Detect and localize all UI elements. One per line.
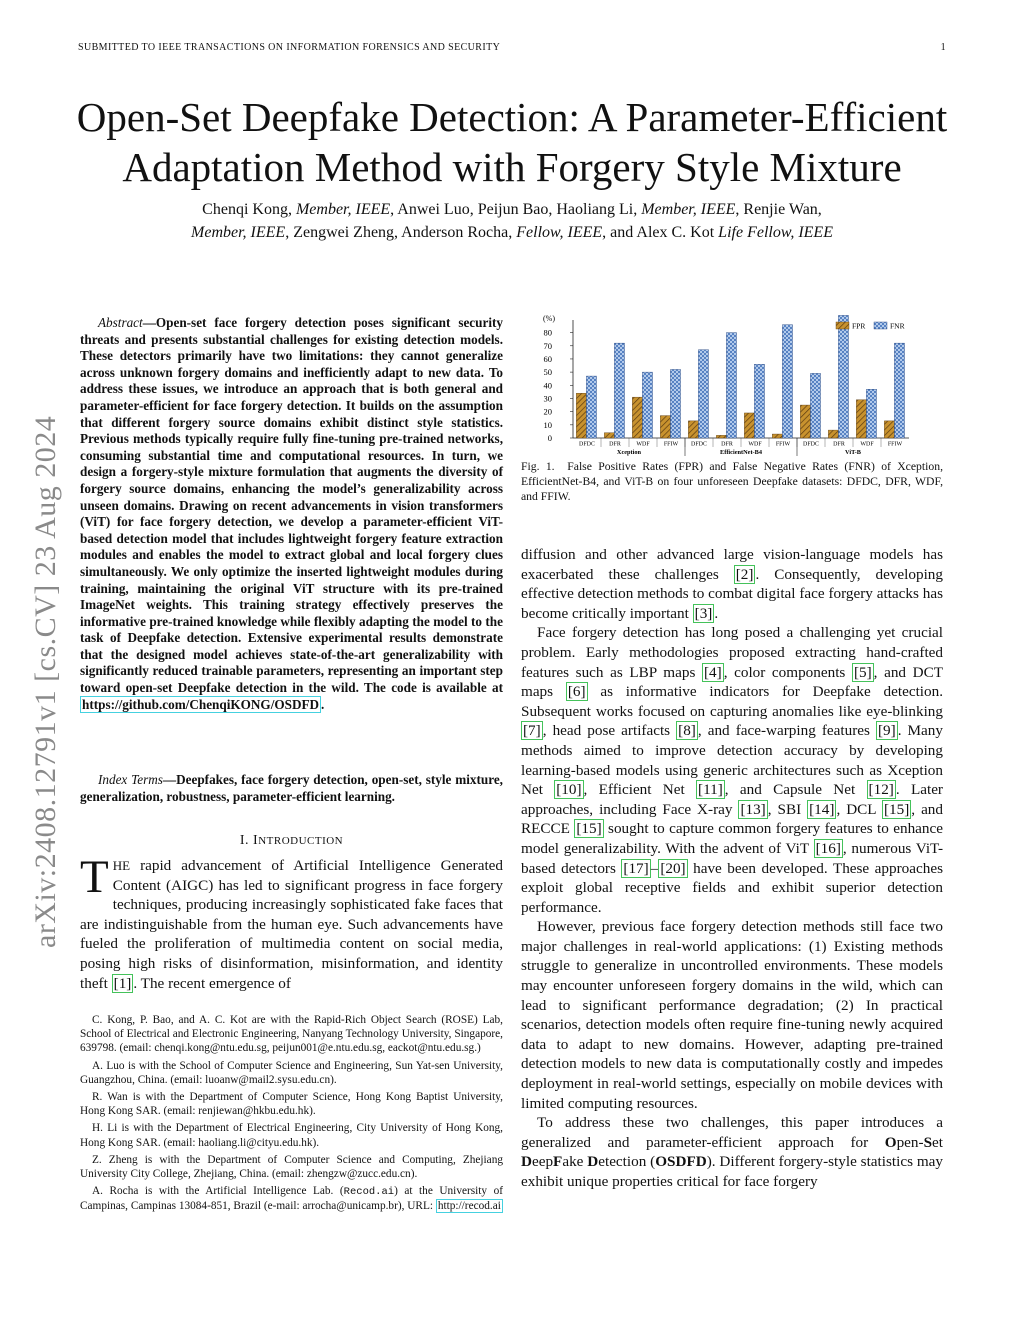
fpr-bar <box>884 421 894 438</box>
text-run: , and Capsule Net <box>724 781 867 799</box>
paper-title <box>40 92 984 192</box>
fpr-bar <box>856 400 866 438</box>
footnote-zheng: Z. Zheng is with the Department of Computer Science and Computing, Zhejiang University City College, Zhejiang, China. (email: zhengzw@zucc.edu.cn). <box>80 1153 503 1181</box>
abstract <box>80 315 503 713</box>
section-heading-introduction <box>80 833 503 849</box>
authors-part-3: , Renjie Wan, <box>735 201 822 218</box>
right-column-body <box>521 545 943 1192</box>
recod-mono: Recod.ai <box>343 1186 395 1199</box>
x-tick-label: DFDC <box>578 441 596 448</box>
text-run: , color components <box>723 663 852 681</box>
caption-label: Fig. 1. <box>521 460 555 473</box>
fnr-bar <box>810 373 820 438</box>
paragraph-diffusion <box>521 545 943 623</box>
text-run: . Later approaches, including Face X-ray <box>521 781 943 818</box>
fnr-bar <box>586 376 596 438</box>
fpr-bar <box>744 413 754 438</box>
index-terms-label: Index Terms <box>98 772 163 787</box>
running-header <box>78 42 946 53</box>
x-tick-label: DFR <box>833 441 845 448</box>
legend-fnr-swatch <box>874 322 887 329</box>
citation-range-dash: – <box>650 859 659 877</box>
legend-fnr-label: FNR <box>890 321 905 331</box>
text-run: . <box>714 604 719 622</box>
section-title-rest: NTRODUCTION <box>258 835 344 847</box>
fnr-bar <box>698 350 708 438</box>
y-tick-label: 50 <box>543 367 552 378</box>
fpr-bar <box>604 433 614 438</box>
footnote-rocha-a: A. Rocha is with the Artificial Intelligence Lab. ( <box>92 1185 344 1198</box>
arxiv-stamp: arXiv:2408.12791v1 [cs.CV] 23 Aug 2024 <box>29 415 62 948</box>
authors-part-5: , and Alex C. Kot <box>602 224 719 241</box>
paragraph-osdfd <box>521 1113 943 1191</box>
footnote-rocha-b: ) at the University of Campinas, Campinas 13084-851, Brazil (e-mail: arrocha@unicamp.br), URL: <box>80 1185 503 1213</box>
citation-6[interactable]: [6] <box>567 683 586 701</box>
text-run: , DCL <box>836 800 882 818</box>
citation-20[interactable]: [20] <box>660 859 686 877</box>
intro-paragraph <box>80 851 503 993</box>
x-tick-label: WDF <box>860 441 874 448</box>
fnr-bar <box>670 369 680 438</box>
bold-letter: O <box>884 1133 897 1151</box>
model-group-label: Xception <box>616 449 642 456</box>
intro-text-end: . The recent emergence of <box>133 974 291 992</box>
x-tick-label: DFDC <box>690 441 708 448</box>
abstract-text: Open-set face forgery detection poses significant security threats and presents substantial challenges for existing detection models. These detectors primarily have two limitations: they cannot generalize across unknown forgery domains and inefficiently adapt to new data. To address these issues, we introduce an approach that is both general and parameter-efficient for face forgery detection. It builds on the assumption that different forgery source domains exhibit distinct style statistics. Previous methods typically require fully fine-tuning pre-trained networks, consuming substantial time and computational resources. In turn, we design a forgery-style mixture formulation that augments the diversity of forgery source domains, enhancing the model’s generalizability across unseen domains. Drawing on recent advancements in vision transformers (ViT) for face forgery detection, we develop a parameter-efficient ViT-based detection model that includes lightweight forgery feature extraction modules and enables the model to extract global and local forgery clues simultaneously. We only optimize the inserted lightweight modules during training, maintaining the original ViT structure with its pre-trained ImageNet weights. This training strategy effectively preserves the informative pre-trained knowledge while flexibly adapting the model to the task of Deepfake detection. Extensive experimental results demonstrate that the designed model achieves state-of-the-art generalizability with significantly reduced trainable parameters, representing an important step toward open-set Deepfake detection in the wild. The code is available at <box>80 315 503 696</box>
drop-cap: T <box>80 851 109 903</box>
citation-12[interactable]: [12] <box>868 781 894 799</box>
fnr-bar <box>726 333 736 438</box>
intro-text: rapid advancement of Artificial Intelligence Generated Content (AIGC) has led to significant progress in face forgery techniques, producing increasingly sophisticated fake faces that are indistinguishable from the human eye. Such advancements have fueled the proliferation of multimedia content on social media, posing high risks of disinformation, misinformation, and identity theft <box>80 857 503 992</box>
figure-1-chart <box>521 312 943 460</box>
bold-letter: D <box>521 1153 532 1171</box>
bold-letter: F <box>553 1153 563 1171</box>
citation-16[interactable]: [16] <box>815 839 841 857</box>
x-tick-label: WDF <box>748 441 762 448</box>
x-tick-label: WDF <box>636 441 650 448</box>
fnr-bar <box>894 343 904 438</box>
abstract-label: Abstract <box>98 315 143 330</box>
intro-first-word: HE <box>112 858 131 873</box>
citation-1[interactable]: [1] <box>113 974 132 992</box>
index-terms <box>80 772 503 805</box>
paragraph-challenges: However, previous face forgery detection methods still face two major challenges in real-world applications: (1) Existing methods struggle to generalize in uncontrolled environments. These models may encounter unforeseen forgery domains in the wild, which can lead to significant performance degradation; (2) In practical scenarios, detection models often require fine-tuning newly acquired data to adapt to new domains. However, adapting pre-trained detection models to new data is computationally costly and impedes deployment in real-world settings, especially on mobile devices with limited computing resources. <box>521 918 943 1112</box>
footnote-luo: A. Luo is with the School of Computer Science and Engineering, Sun Yat-sen University, Guangzhou, China. (email: luoanw@mail2.sysu.edu.cn). <box>80 1059 503 1086</box>
fnr-bar <box>838 315 848 438</box>
text-run: , Efficient Net <box>583 781 697 799</box>
text-run: ). Different forgery-style statistics may exhibit unique properties critical for face forgery <box>521 1153 943 1190</box>
text-run: diffusion and other advanced large vision-language models has exacerbated these challenges <box>521 546 943 583</box>
fpr-bar <box>660 416 670 438</box>
fnr-bar <box>866 389 876 438</box>
fnr-bar <box>642 372 652 438</box>
text-run: Face forgery detection has long posed a challenging yet crucial problem. Early methodologies proposed extracting hand-crafted features such as LBP maps <box>521 624 943 681</box>
citation-14[interactable]: [14] <box>809 800 835 818</box>
text-run: eep <box>531 1153 554 1171</box>
x-tick-label: FFIW <box>887 441 903 448</box>
text-run: , SBI <box>767 800 808 818</box>
title-line-1: Open-Set Deepfake Detection: A Parameter-Efficient <box>76 94 948 140</box>
fnr-bar <box>754 364 764 438</box>
citation-13[interactable]: [13] <box>740 800 766 818</box>
text-run: . Many methods aimed to improve detection accuracy by developing learning-based models using generic architectures such as Xception Net <box>521 722 943 799</box>
citation-4[interactable]: [4] <box>703 663 722 681</box>
y-tick-label: 60 <box>543 353 552 364</box>
index-terms-text: Deepfakes, face forgery detection, open-set, style mixture, generalization, robustness, parameter-efficient learning. <box>80 772 503 804</box>
page-number: 1 <box>940 42 946 53</box>
text-run: , and DCT maps <box>521 663 944 701</box>
text-run: , and face-warping features <box>697 722 876 740</box>
citation-10[interactable]: [10] <box>556 781 582 799</box>
legend-fpr-label: FPR <box>852 321 866 331</box>
bold-letter: S <box>923 1133 933 1151</box>
text-run: , and RECCE <box>521 800 943 838</box>
y-tick-label: 70 <box>543 340 552 351</box>
osdfd-acronym: OSDFD <box>655 1153 707 1171</box>
text-run: as informative indicators for Deepfake detection. Subsequent works focused on capturing anomalies like eye-blinking <box>521 683 943 720</box>
section-number: I. <box>239 833 254 848</box>
abstract-end: . <box>321 696 325 712</box>
fpr-bar <box>632 397 642 438</box>
x-tick-label: FFIW <box>663 441 679 448</box>
text-run: et <box>932 1133 943 1151</box>
index-terms-dash: — <box>162 772 177 787</box>
text-run: , head pose artifacts <box>542 722 677 740</box>
text-run: pen- <box>896 1133 924 1151</box>
abstract-dash: — <box>142 315 156 330</box>
fpr-bar <box>576 393 586 438</box>
citation-15-dcl[interactable]: [15] <box>883 800 910 818</box>
footnote-rocha <box>80 1184 503 1213</box>
fnr-bar <box>782 325 792 438</box>
fpr-bar <box>772 434 782 438</box>
author-role-5: Life Fellow, IEEE <box>718 224 833 241</box>
x-tick-label: DFR <box>721 441 733 448</box>
author-role-1: Member, IEEE <box>295 201 391 218</box>
text-run: . Consequently, developing effective detection methods to combat digital face forgery attacks has become critically important <box>521 565 943 622</box>
legend-fpr-swatch <box>836 322 849 329</box>
citation-5[interactable]: [5] <box>853 663 872 681</box>
text-run: To address these two challenges, this paper introduces a generalized and parameter-efficient approach for <box>521 1114 943 1151</box>
text-run: sought to capture common forgery features to enhance model generalizability. With the advent of ViT <box>521 820 943 857</box>
x-tick-label: DFDC <box>802 441 820 448</box>
authors-part-2: , Anwei Luo, Peijun Bao, Haoliang Li, <box>390 201 642 218</box>
author-role-4: Fellow, IEEE <box>516 224 603 241</box>
title-line-2: Adaptation Method with Forgery Style Mixture <box>122 144 902 190</box>
authors-part-1: Chenqi Kong, <box>202 201 296 218</box>
fpr-bar <box>828 430 838 438</box>
fpr-bar <box>716 435 726 438</box>
citation-9[interactable]: [9] <box>877 722 896 740</box>
fpr-bar <box>688 421 698 438</box>
citation-15-recce[interactable]: [15] <box>576 820 602 838</box>
footnote-li: H. Li is with the Department of Electrical Engineering, City University of Hong Kong, Hong Kong SAR. (email: haoliang.li@cityu.edu.hk). <box>80 1122 503 1149</box>
citation-8[interactable]: [8] <box>678 722 696 740</box>
text-run: ake <box>562 1153 588 1171</box>
journal-name: SUBMITTED TO IEEE TRANSACTIONS ON INFORMATION FORENSICS AND SECURITY <box>78 42 501 53</box>
x-tick-label: FFIW <box>775 441 791 448</box>
bold-letter: D <box>587 1153 599 1171</box>
y-tick-label: 20 <box>543 406 552 417</box>
author-role-3: Member, IEEE <box>191 224 286 241</box>
y-axis-unit-label: (%) <box>543 314 555 323</box>
recod-url-link[interactable]: http://recod.ai <box>437 1200 501 1213</box>
citation-2[interactable]: [2] <box>735 565 754 583</box>
y-tick-label: 80 <box>543 327 552 338</box>
section-title-cap: I <box>253 833 259 848</box>
fpr-bar <box>800 405 810 438</box>
figure-1-caption <box>521 459 943 504</box>
citation-7[interactable]: [7] <box>523 722 541 740</box>
authors-part-4: , Zengwei Zheng, Anderson Rocha, <box>285 224 517 241</box>
model-group-label: EfficientNet-B4 <box>720 449 762 456</box>
caption-text: False Positive Rates (FPR) and False Negative Rates (FNR) of Xception, EfficientNet-B4, and ViT-B on four unforeseen Deepfake datasets: DFDC, DFR, WDF, and FFIW. <box>521 460 944 503</box>
author-list <box>60 198 964 244</box>
code-link[interactable]: https://github.com/ChenqiKONG/OSDFD <box>82 696 320 712</box>
citation-17[interactable]: [17] <box>623 859 649 877</box>
x-tick-label: DFR <box>609 441 621 448</box>
fnr-bar <box>614 343 624 438</box>
citation-3[interactable]: [3] <box>694 604 713 622</box>
y-tick-label: 0 <box>547 433 552 443</box>
y-tick-label: 30 <box>543 393 552 404</box>
y-tick-label: 10 <box>543 419 552 430</box>
text-run: , numerous ViT-based detectors <box>521 839 943 877</box>
author-role-2: Member, IEEE <box>641 201 736 218</box>
paragraph-history <box>521 623 943 917</box>
text-run: etection ( <box>598 1153 656 1171</box>
footnote-kong: C. Kong, P. Bao, and A. C. Kot are with the Rapid-Rich Object Search (ROSE) Lab, School of Electrical and Electronic Engineering, Nanyang Technology University, Singapore, 639798. (email: chenqi.kong@ntu.edu.sg, peijun001@e.ntu.edu.sg, eackot@ntu.edu.sg.) <box>80 1014 503 1055</box>
citation-11[interactable]: [11] <box>698 781 723 799</box>
text-run: have been developed. These approaches exploit global receptive fields and exhibit superior detection performance. <box>521 859 943 916</box>
footnotes <box>80 1013 503 1217</box>
footnote-wan: R. Wan is with the Department of Computer Science, Hong Kong Baptist University, Hong Kong SAR. (email: renjiewan@hkbu.edu.hk). <box>80 1091 503 1118</box>
y-tick-label: 40 <box>543 380 552 391</box>
model-group-label: ViT-B <box>845 449 861 456</box>
